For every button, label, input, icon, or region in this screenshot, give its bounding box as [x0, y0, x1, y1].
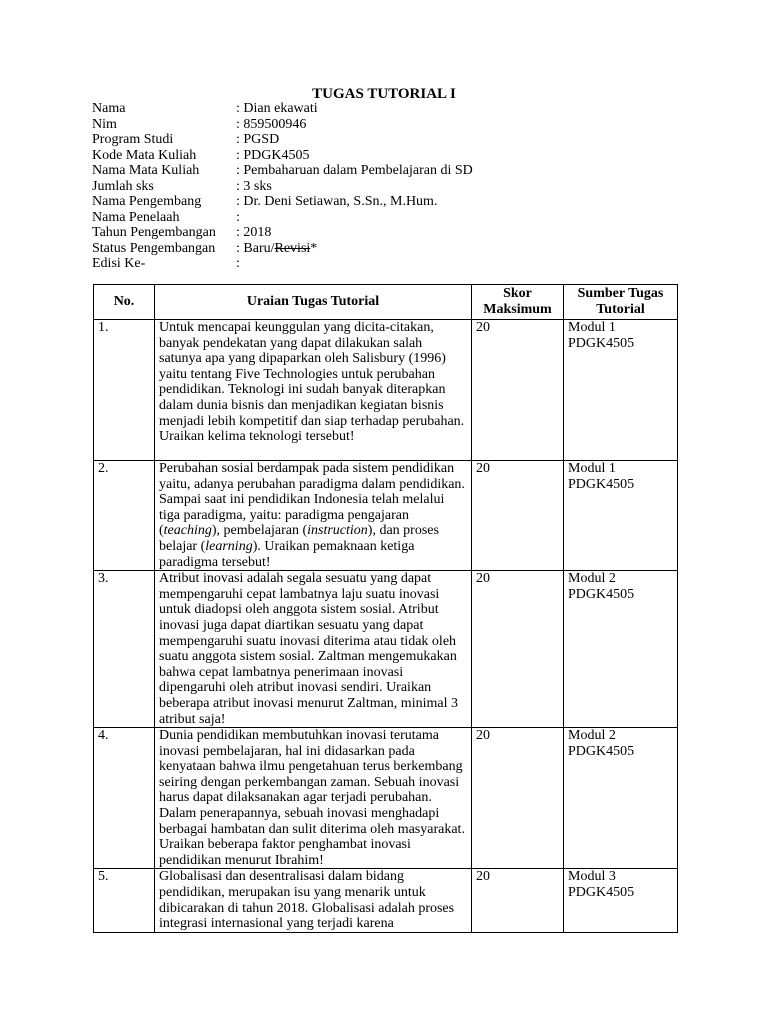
row-sumber	[564, 869, 678, 932]
row-no: 4.	[94, 728, 155, 869]
row-uraian: Atribut inovasi adalah segala sesuatu yang dapat mempengaruhi cepat lambatnya laju suatu inovasi untuk diadopsi oleh anggota sistem sosial. Atribut inovasi juga dapat diartikan sesuatu yang dapat mempengaruhi suatu inovasi diterima atau tidak oleh suatu anggota sistem sosial. Zaltman mengemukakan bahwa cepat lambatnya penerimaan inovasi dipengaruhi oleh atribut inovasi sendiri. Uraikan beberapa atribut inovasi menurut Zaltman, minimal 3 atribut saja!	[155, 571, 472, 728]
row-skor: 20	[472, 571, 564, 728]
uraian-text: ), dan proses belajar (	[159, 523, 439, 554]
meta-row-nama-mata-kuliah	[92, 163, 473, 179]
status-value-revisi-struck: Revisi	[274, 240, 311, 256]
sumber-modul: Modul 3	[568, 869, 616, 885]
row-sumber	[564, 571, 678, 728]
meta-value: : PGSD	[236, 132, 280, 147]
sumber-modul: Modul 1	[568, 461, 616, 476]
meta-row-program-studi	[92, 132, 473, 148]
row-skor: 20	[472, 320, 564, 461]
sumber-modul: Modul 2	[568, 571, 616, 587]
row-uraian: Untuk mencapai keunggulan yang dicita-citakan, banyak pendekatan yang dapat dilakukan salah satunya apa yang dipaparkan oleh Salisbury (1996) yaitu tentang Five Technologies untuk perubahan pendidikan. Teknologi ini sudah banyak diterapkan dalam dunia bisnis dan menjadikan kegiatan bisnis menjadi lebih kompetitif dan siap terhadap perubahan. Uraikan kelima teknologi tersebut!	[155, 320, 472, 461]
row-no: 2.	[94, 461, 155, 571]
sumber-kode: PDGK4505	[568, 885, 635, 901]
meta-value: : Dian ekawati	[236, 101, 318, 116]
meta-label: Edisi Ke-	[92, 256, 146, 271]
row-sumber	[564, 728, 678, 869]
meta-row-nim	[92, 117, 473, 133]
uraian-term-teaching: teaching	[163, 523, 212, 539]
meta-row-edisi	[92, 256, 473, 272]
header-uraian: Uraian Tugas Tutorial	[155, 285, 472, 320]
uraian-term-learning: learning	[205, 538, 253, 554]
row-skor: 20	[472, 728, 564, 869]
identity-block	[92, 101, 473, 272]
document-title: TUGAS TUTORIAL I	[312, 86, 456, 102]
table-row	[94, 869, 678, 932]
meta-label: Nama Pengembang	[92, 194, 202, 209]
row-uraian	[155, 461, 472, 571]
sumber-kode: PDGK4505	[568, 743, 635, 759]
row-sumber	[564, 461, 678, 571]
table-row	[94, 571, 678, 728]
sumber-kode: PDGK4505	[568, 335, 635, 351]
row-uraian: Dunia pendidikan membutuhkan inovasi terutama inovasi pembelajaran, hal ini didasarkan pada kenyataan bahwa ilmu pengetahuan terus berkembang seiring dengan perkembangan zaman. Sebuah inovasi harus dapat dilaksanakan agar terjadi perubahan. Dalam penerapannya, sebuah inovasi menghadapi berbagai hambatan dan sulit diterima oleh masyarakat. Uraikan beberapa faktor penghambat inovasi pendidikan menurut Ibrahim!	[155, 728, 472, 869]
meta-row-jumlah-sks	[92, 179, 473, 195]
meta-value: : Dr. Deni Setiawan, S.Sn., M.Hum.	[236, 194, 438, 209]
meta-label: Nim	[92, 116, 117, 132]
row-uraian: Globalisasi dan desentralisasi dalam bidang pendidikan, merupakan isu yang menarik untuk dibicarakan di tahun 2018. Globalisasi adalah proses integrasi internasional yang terjadi karena	[155, 869, 472, 932]
header-sumber: Sumber Tugas Tutorial	[564, 285, 678, 320]
meta-value: :	[236, 256, 240, 271]
row-sumber	[564, 320, 678, 461]
uraian-term-instruction: instruction	[307, 523, 368, 539]
table-header-row	[94, 285, 678, 320]
meta-label: Status Pengembangan	[92, 240, 216, 256]
meta-label: Program Studi	[92, 132, 174, 147]
sumber-kode: PDGK4505	[568, 586, 635, 602]
meta-row-status-pengembangan	[92, 241, 473, 257]
task-table	[93, 284, 678, 933]
header-skor: Skor Maksimum	[472, 285, 564, 320]
meta-label: Kode Mata Kuliah	[92, 147, 197, 163]
status-value-asterisk: *	[310, 240, 318, 256]
row-no: 5.	[94, 869, 155, 932]
meta-label: Jumlah sks	[92, 178, 154, 194]
meta-row-nama-pengembang	[92, 194, 473, 210]
meta-value	[236, 241, 317, 257]
sumber-modul: Modul 2	[568, 728, 616, 744]
meta-value: :	[236, 209, 240, 225]
meta-row-nama-penelaah	[92, 210, 473, 226]
row-no: 1.	[94, 320, 155, 461]
table-row	[94, 728, 678, 869]
meta-label: Nama Mata Kuliah	[92, 163, 200, 178]
meta-value: : 3 sks	[236, 178, 272, 194]
header-no: No.	[94, 285, 155, 320]
uraian-text: Perubahan sosial berdampak pada sistem pendidikan yaitu, adanya perubahan paradigma dalam pendidikan. Sampai saat ini pendidikan Indonesia telah melalui tiga paradigma, yaitu: paradigma pengajaran (	[159, 461, 465, 539]
row-no: 3.	[94, 571, 155, 728]
meta-value: : PDGK4505	[236, 147, 310, 163]
meta-row-kode-mata-kuliah	[92, 148, 473, 164]
meta-value: : 2018	[236, 225, 272, 240]
meta-row-nama	[92, 101, 473, 117]
status-value-baru: : Baru/	[236, 240, 275, 256]
row-skor: 20	[472, 461, 564, 571]
table-row	[94, 461, 678, 571]
row-skor: 20	[472, 869, 564, 932]
meta-label: Tahun Pengembangan	[92, 225, 216, 240]
table-row	[94, 320, 678, 461]
sumber-modul: Modul 1	[568, 320, 616, 335]
sumber-kode: PDGK4505	[568, 476, 635, 492]
meta-label: Nama Penelaah	[92, 209, 180, 225]
uraian-text: ), pembelajaran (	[211, 523, 308, 539]
uraian-text: ). Uraikan pemaknaan ketiga paradigma tersebut!	[159, 538, 415, 570]
meta-label: Nama	[92, 101, 126, 116]
meta-value: : Pembaharuan dalam Pembelajaran di SD	[236, 163, 473, 178]
meta-value: : 859500946	[236, 116, 307, 132]
meta-row-tahun-pengembangan	[92, 225, 473, 241]
